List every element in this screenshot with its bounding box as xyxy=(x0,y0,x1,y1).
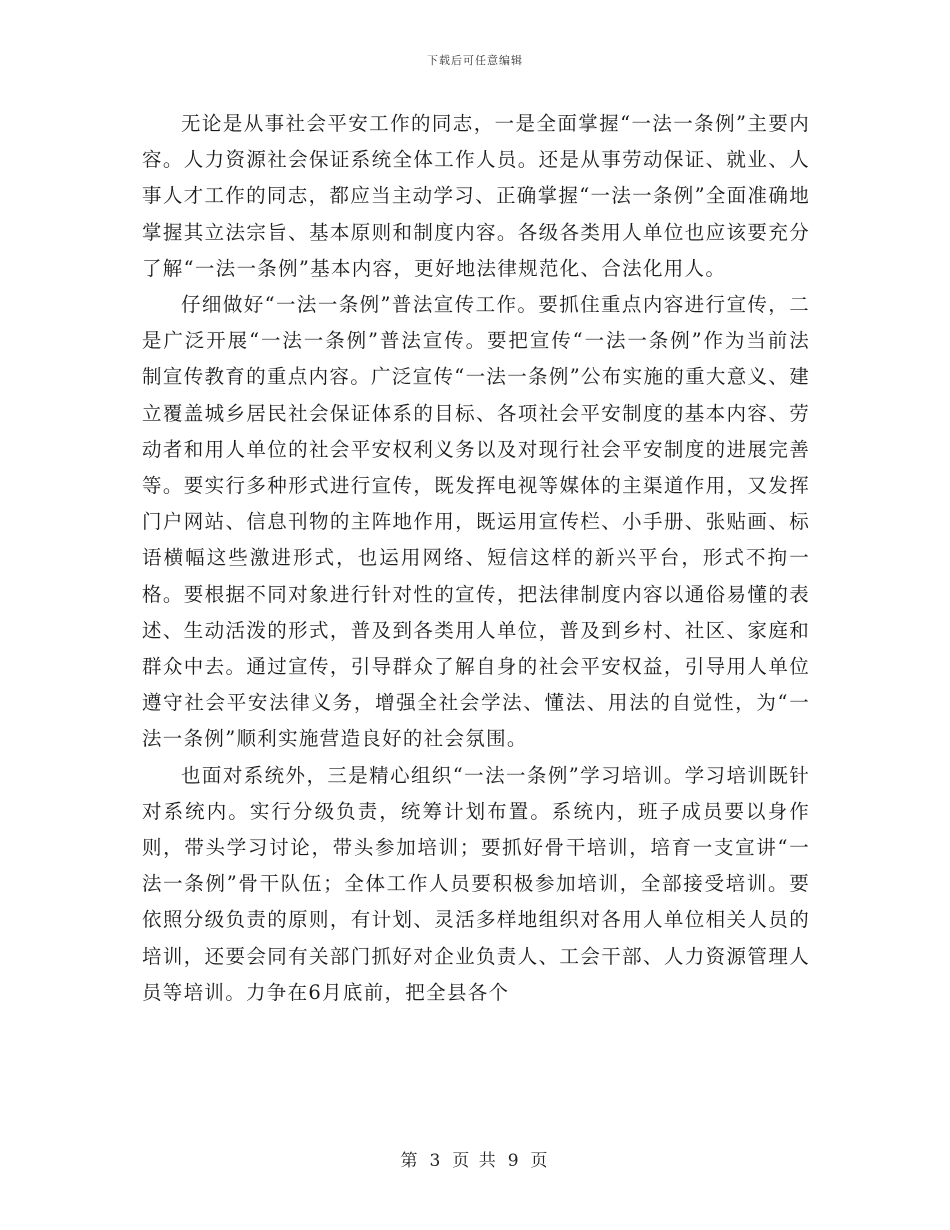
footer-total-pages: 9 xyxy=(507,1151,521,1171)
footer-middle: 页 共 xyxy=(452,1151,498,1171)
paragraph-1: 无论是从事社会平安工作的同志，一是全面掌握“一法一条例”主要内容。人力资源社会保证系统全体工作人员。还是从事劳动保证、就业、人事人才工作的同志，都应当主动学习、正确掌握“一法一条例”全面准确地掌握其立法宗旨、基本原则和制度内容。各级各类用人单位也应该要充分了解“一法一条例”基本内容，更好地法律规范化、合法化用人。 xyxy=(142,112,810,280)
footer-suffix: 页 xyxy=(530,1151,550,1171)
paragraph-3: 也面对系统外，三是精心组织“一法一条例”学习培训。学习培训既针对系统内。实行分级负责，统筹计划布置。系统内，班子成员要以身作则，带头学习讨论，带头参加培训；要抓好骨干培训，培育一支宣讲“一法一条例”骨干队伍；全体工作人员要积极参加培训，全部接受培训。要依照分级负责的原则，有计划、灵活多样地组织对各用人单位相关人员的培训，还要会同有关部门抓好对企业负责人、工会干部、人力资源管理人员等培训。力争在6月底前，把全县各个 xyxy=(142,763,810,1004)
page-header-note: 下载后可任意编辑 xyxy=(427,54,523,67)
paragraph-2: 仔细做好“一法一条例”普法宣传工作。要抓住重点内容进行宣传，二是广泛开展“一法一条例”普法宣传。要把宣传“一法一条例”作为当前法制宣传教育的重点内容。广泛宣传“一法一条例”公布实施的重大意义、建立覆盖城乡居民社会保证体系的目标、各项社会平安制度的基本内容、劳动者和用人单位的社会平安权利义务以及对现行社会平安制度的进展完善等。要实行多种形式进行宣传，既发挥电视等媒体的主渠道作用，又发挥门户网站、信息刊物的主阵地作用，既运用宣传栏、小手册、张贴画、标语横幅这些激进形式，也运用网络、短信这样的新兴平台，形式不拘一格。要根据不同对象进行针对性的宣传，把法律制度内容以通俗易懂的表述、生动活泼的形式，普及到各类用人单位，普及到乡村、社区、家庭和群众中去。通过宣传，引导群众了解自身的社会平安权益，引导用人单位遵守社会平安法律义务，增强全社会学法、懂法、用法的自觉性，为“一法一条例”顺利实施营造良好的社会氛围。 xyxy=(142,293,810,751)
footer-current-page: 3 xyxy=(429,1151,443,1171)
footer-prefix: 第 xyxy=(400,1151,420,1171)
page-number-footer xyxy=(0,1146,950,1171)
document-body xyxy=(142,106,810,1011)
